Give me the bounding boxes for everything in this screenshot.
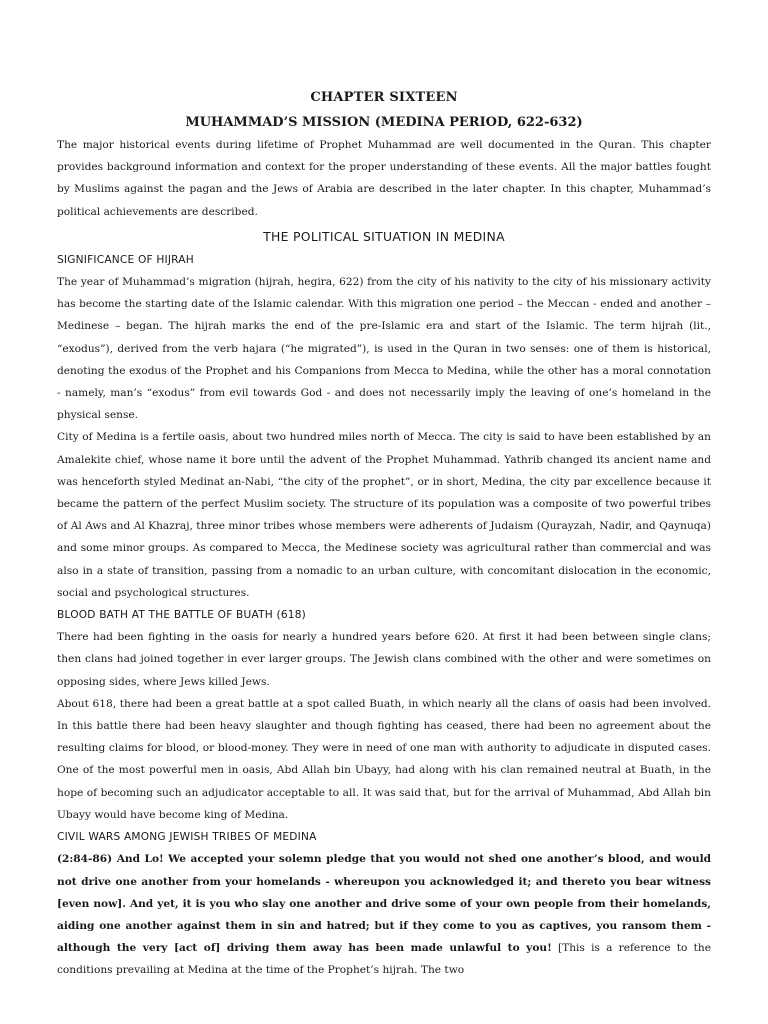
quote-commentary: [This is a reference to the conditions prevailing at Medina at the time of the Prophet’s hijrah. The two xyxy=(57,942,711,977)
civil-wars-heading: CIVIL WARS AMONG JEWISH TRIBES OF MEDINA xyxy=(57,831,317,844)
chapter-title: CHAPTER SIXTEEN xyxy=(310,90,458,105)
hijrah-paragraph-1: The year of Muhammad’s migration (hijrah, hegira, 622) from the city of his nativity to the city of his missionary activity has become the starting date of the Islamic calendar. With this migration one period – the Meccan - ended and another – Medinese – began. The hijrah marks the end of the pre-Islamic era and start of the Islamic. The term hijrah (lit., “exodus”), derived from the verb hajara (“he migrated”), is used in the Quran in two senses: one of them is historical, denoting the exodus of the Prophet and his Companions from Mecca to Medina, while the other has a moral connotation - namely, man’s “exodus” from evil towards God - and does not necessarily imply the leaving of one’s homeland in the physical sense. xyxy=(57,276,711,422)
civil-wars-paragraph xyxy=(57,848,711,981)
intro-paragraph: The major historical events during lifetime of Prophet Muhammad are well documented in the Quran. This chapter provides background information and context for the proper understanding of these events. All the major battles fought by Muslims against the pagan and the Jews of Arabia are described in the later chapter. In this chapter, Muhammad’s political achievements are described. xyxy=(57,139,711,218)
hijrah-heading: SIGNIFICANCE OF HIJRAH xyxy=(57,253,194,266)
buath-paragraph-2: About 618, there had been a great battle at a spot called Buath, in which nearly all the clans of oasis had been involved. In this battle there had been heavy slaughter and though fighting has ceased, there had been no agreement about the resulting claims for blood, or blood-money. They were in need of one man with authority to adjudicate in disputed cases. One of the most powerful men in oasis, Abd Allah bin Ubayy, had along with his clan remained neutral at Buath, in the hope of becoming such an adjudicator acceptable to all. It was said that, but for the arrival of Muhammad, Abd Allah bin Ubayy would have become king of Medina. xyxy=(57,697,711,821)
buath-heading: BLOOD BATH AT THE BATTLE OF BUATH (618) xyxy=(57,609,306,622)
section-heading: THE POLITICAL SITUATION IN MEDINA xyxy=(263,228,505,244)
quran-quote: (2:84-86) And Lo! We accepted your solemn pledge that you would not shed one another’s blood, and would not drive one another from your homelands - whereupon you acknowledged it; and thereto you bear witness [even now]. And yet, it is you who slay one another and drive some of your own people from their homelands, aiding one another against them in sin and hatred; but if they come to you as captives, you ransom them - although the very [act of] driving them away has been made unlawful to you! xyxy=(57,853,711,955)
buath-paragraph-1: There had been fighting in the oasis for nearly a hundred years before 620. At first it had been between single clans; then clans had joined together in ever larger groups. The Jewish clans combined with the other and were sometimes on opposing sides, where Jews killed Jews. xyxy=(57,631,711,688)
mission-title: MUHAMMAD’S MISSION (MEDINA PERIOD, 622-632) xyxy=(185,115,583,130)
hijrah-paragraph-2: City of Medina is a fertile oasis, about two hundred miles north of Mecca. The city is said to have been established by an Amalekite chief, whose name it bore until the advent of the Prophet Muhammad. Yathrib changed its ancient name and was henceforth styled Medinat an-Nabi, “the city of the prophet”, or in short, Medina, the city par excellence because it became the pattern of the perfect Muslim society. The structure of its population was a composite of two powerful tribes of Al Aws and Al Khazraj, three minor tribes whose members were adherents of Judaism (Qurayzah, Nadir, and Qaynuqa) and some minor groups. As compared to Mecca, the Medinese society was agricultural rather than commercial and was also in a state of transition, passing from a nomadic to an urban culture, with concomitant dislocation in the economic, social and psychological structures. xyxy=(57,431,711,599)
